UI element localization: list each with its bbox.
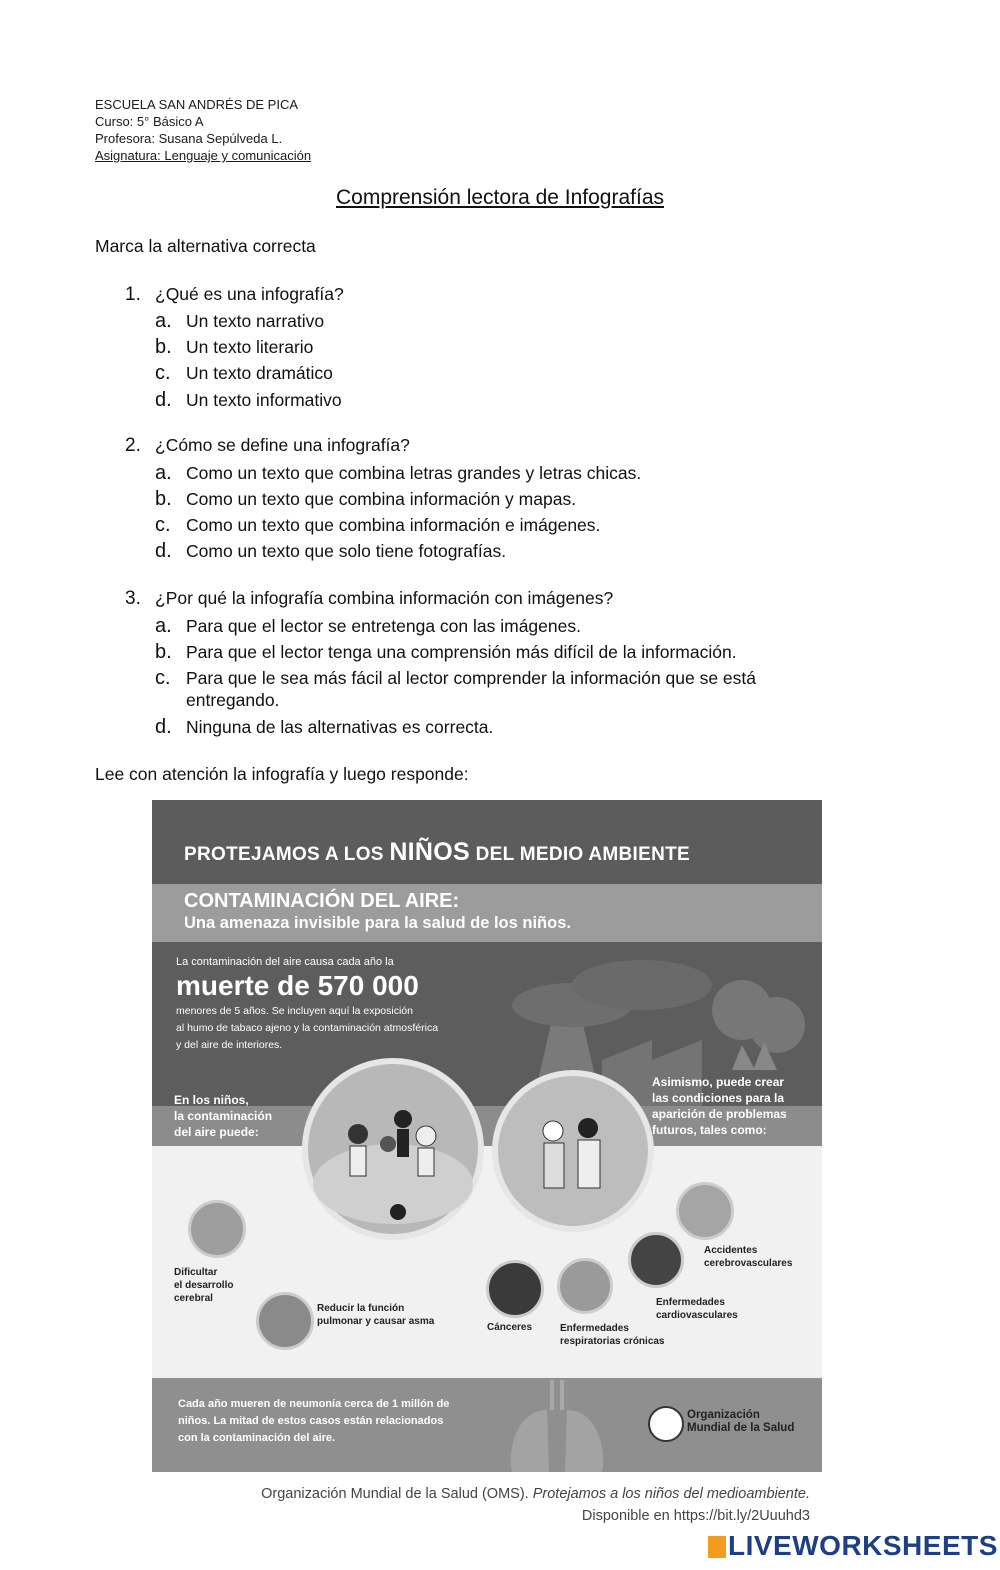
question-2 xyxy=(125,435,410,457)
option-2d[interactable]: d. Como un texto que solo tiene fotografías. xyxy=(155,540,507,562)
school-name: ESCUELA SAN ANDRÉS DE PICA xyxy=(95,97,299,112)
heart-icon xyxy=(628,1232,684,1288)
effect-cardio: Enfermedades cardiovasculares xyxy=(656,1297,738,1321)
right-caption: Asimismo, puede crear las condiciones para la aparición de problemas futuros, tales como: xyxy=(652,1075,787,1137)
option-3c[interactable]: c. Para que le sea más fácil al lector comprender la información que se está xyxy=(155,667,757,689)
logo-mark-icon xyxy=(708,1536,726,1558)
option-1c[interactable]: c. Un texto dramático xyxy=(155,362,333,384)
option-2c[interactable]: c. Como un texto que combina información e imágenes. xyxy=(155,514,601,536)
stat-intro: La contaminación del aire causa cada año la xyxy=(176,956,394,968)
question-text: ¿Qué es una infografía? xyxy=(155,284,344,304)
option-3d[interactable]: d. Ninguna de las alternativas es correcta. xyxy=(155,716,494,738)
left-caption: En los niños, la contaminación del aire puede: xyxy=(174,1093,273,1139)
brain-stroke-icon xyxy=(676,1182,734,1240)
effect-cancer: Cánceres xyxy=(487,1322,533,1333)
lungs-icon xyxy=(256,1292,314,1350)
question-number: 1. xyxy=(125,284,141,305)
effect-lungs: Reducir la función pulmonar y causar asma xyxy=(317,1303,435,1327)
option-3a[interactable]: a. Para que el lector se entretenga con las imágenes. xyxy=(155,615,581,637)
lungs-outline-icon xyxy=(497,1380,617,1472)
question-3 xyxy=(125,588,613,610)
read-prompt: Lee con atención la infografía y luego responde: xyxy=(95,764,469,784)
source-link: Disponible en https://bit.ly/2Uuuhd3 xyxy=(581,1508,810,1524)
effect-respiratory: Enfermedades respiratorias crónicas xyxy=(560,1323,665,1347)
option-1d[interactable]: d. Un texto informativo xyxy=(155,389,342,411)
option-3b[interactable]: b. Para que el lector tenga una comprensión más difícil de la información. xyxy=(155,641,737,663)
question-text: ¿Por qué la infografía combina información con imágenes? xyxy=(155,588,614,608)
brain-icon xyxy=(188,1200,246,1258)
infographic-subtitle: CONTAMINACIÓN DEL AIRE: xyxy=(184,890,460,912)
stat-line-3: y del aire de interiores. xyxy=(176,1039,283,1051)
question-1 xyxy=(125,284,344,306)
stat-headline: muerte de 570 000 xyxy=(176,970,419,1001)
effect-brain: Dificultar el desarrollo cerebral xyxy=(174,1267,234,1304)
option-2b[interactable]: b. Como un texto que combina información y mapas. xyxy=(155,488,577,510)
course-label: Curso: 5° Básico A xyxy=(95,114,204,129)
cancer-cells-icon xyxy=(486,1260,544,1318)
option-1b[interactable]: b. Un texto literario xyxy=(155,336,314,358)
question-number: 2. xyxy=(125,435,141,456)
page-title: Comprensión lectora de Infografías xyxy=(335,186,664,209)
infographic xyxy=(152,800,822,1472)
liveworksheets-logo: LIVEWORKSHEETS xyxy=(708,1530,998,1562)
subject-label: Asignatura: Lenguaje y comunicación xyxy=(95,148,312,163)
source-citation: Organización Mundial de la Salud (OMS). Protejamos a los niños del medioambiente. xyxy=(261,1486,810,1502)
question-number: 3. xyxy=(125,588,141,609)
footer-text: Cada año mueren de neumonía cerca de 1 millón de niños. La mitad de estos casos están relacionados con la contaminación del aire. xyxy=(178,1398,450,1444)
instruction-text: Marca la alternativa correcta xyxy=(95,236,316,256)
infographic-subtitle-2: Una amenaza invisible para la salud de los niños. xyxy=(184,914,571,932)
children-standing-illustration xyxy=(492,1070,654,1232)
effect-stroke: Accidentes cerebrovasculares xyxy=(704,1245,793,1269)
option-2a[interactable]: a. Como un texto que combina letras grandes y letras chicas. xyxy=(155,462,642,484)
stat-line-1: menores de 5 años. Se incluyen aquí la exposición xyxy=(176,1005,413,1017)
who-logo-text: Organización Mundial de la Salud xyxy=(687,1409,795,1434)
children-playing-illustration xyxy=(302,1058,484,1240)
stat-line-2: al humo de tabaco ajeno y la contaminación atmosférica xyxy=(176,1022,439,1034)
option-3c-continued: entregando. xyxy=(186,690,280,710)
who-emblem-icon xyxy=(648,1406,684,1442)
infographic-title: PROTEJAMOS A LOS NIÑOS DEL MEDIO AMBIENTE xyxy=(184,838,691,866)
question-text: ¿Cómo se define una infografía? xyxy=(155,435,410,455)
teacher-label: Profesora: Susana Sepúlveda L. xyxy=(95,131,283,146)
lungs-chronic-icon xyxy=(557,1258,613,1314)
option-1a[interactable]: a. Un texto narrativo xyxy=(155,310,325,332)
